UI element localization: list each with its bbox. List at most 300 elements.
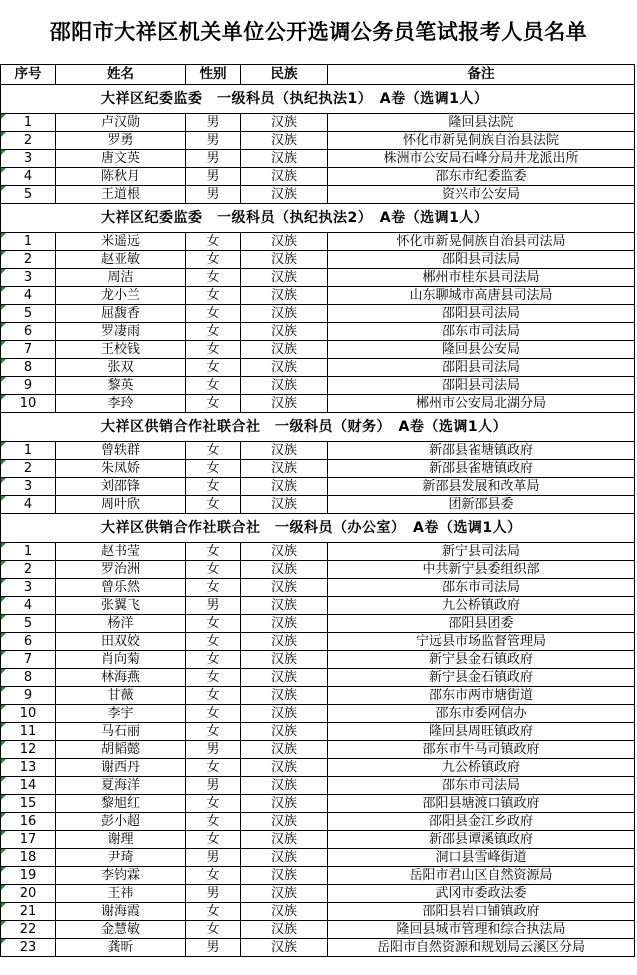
- serial-number: 2: [23, 562, 33, 577]
- name-cell: 黎英: [56, 377, 186, 395]
- serial-number: 14: [19, 778, 37, 793]
- cell-marker-icon: [1, 478, 6, 483]
- ethnicity-cell: 汉族: [241, 579, 328, 597]
- serial-cell: [1, 359, 56, 377]
- ethnicity-cell: 汉族: [241, 759, 328, 777]
- name-cell: 林海燕: [56, 669, 186, 687]
- remarks-cell: 新邵县雀塘镇政府: [328, 460, 635, 478]
- ethnicity-cell: 汉族: [241, 114, 328, 132]
- serial-cell: [1, 287, 56, 305]
- serial-number: 5: [23, 616, 33, 631]
- gender-cell: 男: [186, 132, 241, 150]
- gender-cell: 女: [186, 359, 241, 377]
- name-cell: 李钧霖: [56, 867, 186, 885]
- serial-number: 7: [23, 342, 33, 357]
- name-cell: 李宇: [56, 705, 186, 723]
- table-row: [1, 777, 635, 795]
- serial-number: 18: [19, 850, 37, 865]
- serial-cell: [1, 269, 56, 287]
- ethnicity-cell: 汉族: [241, 478, 328, 496]
- remarks-cell: 邵东市纪委监委: [328, 168, 635, 186]
- ethnicity-cell: 汉族: [241, 233, 328, 251]
- table-row: [1, 341, 635, 359]
- gender-cell: 男: [186, 849, 241, 867]
- serial-number: 10: [19, 396, 37, 411]
- serial-number: 6: [23, 324, 33, 339]
- serial-cell: [1, 705, 56, 723]
- serial-cell: [1, 561, 56, 579]
- table-row: [1, 939, 635, 957]
- name-cell: 胡韬懿: [56, 741, 186, 759]
- cell-marker-icon: [1, 759, 6, 764]
- remarks-cell: 株洲市公安局石峰分局井龙派出所: [328, 150, 635, 168]
- name-cell: 谢理: [56, 831, 186, 849]
- ethnicity-cell: 汉族: [241, 795, 328, 813]
- ethnicity-cell: 汉族: [241, 496, 328, 514]
- gender-cell: 女: [186, 233, 241, 251]
- name-cell: 甘薇: [56, 687, 186, 705]
- remarks-cell: 新邵县发展和改革局: [328, 478, 635, 496]
- serial-number: 22: [19, 922, 37, 937]
- name-cell: 金慧敏: [56, 921, 186, 939]
- gender-cell: 女: [186, 615, 241, 633]
- gender-cell: 男: [186, 114, 241, 132]
- name-cell: 周叶欣: [56, 496, 186, 514]
- remarks-cell: 新邵县雀塘镇政府: [328, 442, 635, 460]
- serial-cell: [1, 496, 56, 514]
- serial-number: 1: [23, 115, 33, 130]
- serial-cell: [1, 687, 56, 705]
- ethnicity-cell: 汉族: [241, 287, 328, 305]
- serial-cell: [1, 903, 56, 921]
- table-row: [1, 579, 635, 597]
- gender-cell: 男: [186, 885, 241, 903]
- ethnicity-cell: 汉族: [241, 359, 328, 377]
- ethnicity-cell: 汉族: [241, 597, 328, 615]
- serial-cell: [1, 460, 56, 478]
- name-cell: 米遥远: [56, 233, 186, 251]
- remarks-cell: 中共新宁县委组织部: [328, 561, 635, 579]
- table-row: [1, 867, 635, 885]
- serial-cell: [1, 150, 56, 168]
- ethnicity-cell: 汉族: [241, 723, 328, 741]
- serial-number: 8: [23, 360, 33, 375]
- remarks-cell: 邵东市两市塘街道: [328, 687, 635, 705]
- name-cell: 赵亚敏: [56, 251, 186, 269]
- gender-cell: 女: [186, 442, 241, 460]
- gender-cell: 男: [186, 777, 241, 795]
- table-row: [1, 442, 635, 460]
- cell-marker-icon: [1, 939, 6, 944]
- remarks-cell: 洞口县雪峰街道: [328, 849, 635, 867]
- name-cell: 田双姣: [56, 633, 186, 651]
- name-cell: 罗勇: [56, 132, 186, 150]
- cell-marker-icon: [1, 921, 6, 926]
- serial-number: 3: [23, 270, 33, 285]
- serial-number: 9: [23, 688, 33, 703]
- section-heading-row: [1, 204, 635, 233]
- serial-number: 10: [19, 706, 37, 721]
- ethnicity-cell: 汉族: [241, 561, 328, 579]
- table-row: [1, 759, 635, 777]
- remarks-cell: 郴州市公安局北湖分局: [328, 395, 635, 413]
- remarks-cell: 岳阳市自然资源和规划局云溪区分局: [328, 939, 635, 957]
- serial-cell: [1, 615, 56, 633]
- table-row: [1, 543, 635, 561]
- table-row: [1, 669, 635, 687]
- table-row: [1, 305, 635, 323]
- ethnicity-cell: 汉族: [241, 377, 328, 395]
- table-row: [1, 323, 635, 341]
- name-cell: 张翼飞: [56, 597, 186, 615]
- cell-marker-icon: [1, 496, 6, 501]
- applicant-table: [0, 64, 635, 957]
- serial-cell: [1, 921, 56, 939]
- name-cell: 杨洋: [56, 615, 186, 633]
- ethnicity-cell: 汉族: [241, 669, 328, 687]
- ethnicity-cell: 汉族: [241, 831, 328, 849]
- cell-marker-icon: [1, 651, 6, 656]
- section-heading: 大祥区纪委监委 一级科员（执纪执法2） A卷（选调1人）: [1, 204, 635, 233]
- serial-number: 16: [19, 814, 37, 829]
- table-row: [1, 478, 635, 496]
- remarks-cell: 隆回县公安局: [328, 341, 635, 359]
- remarks-cell: 怀化市新晃侗族自治县法院: [328, 132, 635, 150]
- ethnicity-cell: 汉族: [241, 341, 328, 359]
- serial-number: 19: [19, 868, 37, 883]
- serial-number: 12: [19, 742, 37, 757]
- name-cell: 李玲: [56, 395, 186, 413]
- serial-cell: [1, 651, 56, 669]
- serial-number: 7: [23, 652, 33, 667]
- cell-marker-icon: [1, 168, 6, 173]
- serial-cell: [1, 759, 56, 777]
- table-row: [1, 287, 635, 305]
- serial-number: 3: [23, 479, 33, 494]
- ethnicity-cell: 汉族: [241, 269, 328, 287]
- cell-marker-icon: [1, 633, 6, 638]
- remarks-cell: 邵阳县金江乡政府: [328, 813, 635, 831]
- table-row: [1, 132, 635, 150]
- serial-number: 4: [23, 169, 33, 184]
- cell-marker-icon: [1, 669, 6, 674]
- remarks-cell: 邵阳县塘渡口镇政府: [328, 795, 635, 813]
- ethnicity-cell: 汉族: [241, 687, 328, 705]
- name-cell: 卢汉勋: [56, 114, 186, 132]
- serial-cell: [1, 168, 56, 186]
- remarks-cell: 团新邵县委: [328, 496, 635, 514]
- header-ethnicity: 民族: [241, 65, 328, 85]
- serial-number: 4: [23, 598, 33, 613]
- serial-cell: [1, 305, 56, 323]
- cell-marker-icon: [1, 132, 6, 137]
- serial-cell: [1, 251, 56, 269]
- name-cell: 夏海洋: [56, 777, 186, 795]
- remarks-cell: 怀化市新晃侗族自治县司法局: [328, 233, 635, 251]
- remarks-cell: 新宁县金石镇政府: [328, 669, 635, 687]
- serial-number: 13: [19, 760, 37, 775]
- gender-cell: 女: [186, 561, 241, 579]
- name-cell: 王道根: [56, 186, 186, 204]
- serial-cell: [1, 442, 56, 460]
- table-row: [1, 597, 635, 615]
- name-cell: 周洁: [56, 269, 186, 287]
- ethnicity-cell: 汉族: [241, 705, 328, 723]
- ethnicity-cell: 汉族: [241, 939, 328, 957]
- gender-cell: 男: [186, 168, 241, 186]
- remarks-cell: 新邵县谭溪镇政府: [328, 831, 635, 849]
- remarks-cell: 新宁县金石镇政府: [328, 651, 635, 669]
- remarks-cell: 邵东市司法局: [328, 579, 635, 597]
- table-row: [1, 233, 635, 251]
- serial-number: 6: [23, 634, 33, 649]
- ethnicity-cell: 汉族: [241, 251, 328, 269]
- remarks-cell: 隆回县周旺镇政府: [328, 723, 635, 741]
- serial-cell: [1, 831, 56, 849]
- name-cell: 龙小兰: [56, 287, 186, 305]
- remarks-cell: 邵阳县司法局: [328, 359, 635, 377]
- serial-cell: [1, 867, 56, 885]
- remarks-cell: 邵东市司法局: [328, 777, 635, 795]
- name-cell: 尹琦: [56, 849, 186, 867]
- name-cell: 马石丽: [56, 723, 186, 741]
- name-cell: 罗凄雨: [56, 323, 186, 341]
- cell-marker-icon: [1, 723, 6, 728]
- gender-cell: 女: [186, 395, 241, 413]
- name-cell: 谢西丹: [56, 759, 186, 777]
- table-row: [1, 251, 635, 269]
- serial-cell: [1, 341, 56, 359]
- name-cell: 张双: [56, 359, 186, 377]
- name-cell: 龚昕: [56, 939, 186, 957]
- name-cell: 罗治洲: [56, 561, 186, 579]
- gender-cell: 女: [186, 251, 241, 269]
- table-row: [1, 269, 635, 287]
- table-row: [1, 813, 635, 831]
- serial-number: 9: [23, 378, 33, 393]
- table-row: [1, 395, 635, 413]
- name-cell: 朱凤娇: [56, 460, 186, 478]
- cell-marker-icon: [1, 831, 6, 836]
- ethnicity-cell: 汉族: [241, 615, 328, 633]
- name-cell: 谢海霞: [56, 903, 186, 921]
- serial-cell: [1, 478, 56, 496]
- cell-marker-icon: [1, 885, 6, 890]
- table-row: [1, 114, 635, 132]
- table-row: [1, 359, 635, 377]
- table-row: [1, 633, 635, 651]
- serial-number: 8: [23, 670, 33, 685]
- serial-cell: [1, 114, 56, 132]
- gender-cell: 女: [186, 651, 241, 669]
- cell-marker-icon: [1, 269, 6, 274]
- serial-number: 17: [19, 832, 37, 847]
- serial-number: 2: [23, 252, 33, 267]
- serial-cell: [1, 377, 56, 395]
- remarks-cell: 岳阳市君山区自然资源局: [328, 867, 635, 885]
- cell-marker-icon: [1, 305, 6, 310]
- cell-marker-icon: [1, 114, 6, 119]
- cell-marker-icon: [1, 615, 6, 620]
- table-row: [1, 615, 635, 633]
- serial-number: 3: [23, 151, 33, 166]
- table-row: [1, 885, 635, 903]
- cell-marker-icon: [1, 813, 6, 818]
- remarks-cell: 邵阳县团委: [328, 615, 635, 633]
- cell-marker-icon: [1, 561, 6, 566]
- gender-cell: 女: [186, 669, 241, 687]
- serial-cell: [1, 132, 56, 150]
- section-heading-row: [1, 85, 635, 114]
- section-heading-row: [1, 413, 635, 442]
- serial-cell: [1, 849, 56, 867]
- remarks-cell: 九公桥镇政府: [328, 597, 635, 615]
- serial-number: 15: [19, 796, 37, 811]
- ethnicity-cell: 汉族: [241, 442, 328, 460]
- table-row: [1, 561, 635, 579]
- serial-number: 2: [23, 461, 33, 476]
- gender-cell: 女: [186, 496, 241, 514]
- name-cell: 肖向菊: [56, 651, 186, 669]
- serial-number: 1: [23, 234, 33, 249]
- cell-marker-icon: [1, 186, 6, 191]
- table-row: [1, 186, 635, 204]
- cell-marker-icon: [1, 741, 6, 746]
- cell-marker-icon: [1, 323, 6, 328]
- table-row: [1, 741, 635, 759]
- name-cell: 彭小超: [56, 813, 186, 831]
- gender-cell: 女: [186, 705, 241, 723]
- name-cell: 曾轶群: [56, 442, 186, 460]
- cell-marker-icon: [1, 903, 6, 908]
- remarks-cell: 资兴市公安局: [328, 186, 635, 204]
- gender-cell: 女: [186, 305, 241, 323]
- cell-marker-icon: [1, 597, 6, 602]
- name-cell: 陈秋月: [56, 168, 186, 186]
- cell-marker-icon: [1, 442, 6, 447]
- ethnicity-cell: 汉族: [241, 867, 328, 885]
- ethnicity-cell: 汉族: [241, 132, 328, 150]
- remarks-cell: 邵阳县司法局: [328, 305, 635, 323]
- gender-cell: 男: [186, 939, 241, 957]
- table-row: [1, 460, 635, 478]
- gender-cell: 女: [186, 341, 241, 359]
- gender-cell: 女: [186, 723, 241, 741]
- gender-cell: 男: [186, 150, 241, 168]
- section-heading: 大祥区供销合作社联合社 一级科员（财务） A卷（选调1人）: [1, 413, 635, 442]
- cell-marker-icon: [1, 705, 6, 710]
- name-cell: 王校钱: [56, 341, 186, 359]
- gender-cell: 男: [186, 741, 241, 759]
- serial-cell: [1, 939, 56, 957]
- serial-number: 1: [23, 443, 33, 458]
- ethnicity-cell: 汉族: [241, 460, 328, 478]
- remarks-cell: 郴州市桂东县司法局: [328, 269, 635, 287]
- gender-cell: 女: [186, 478, 241, 496]
- gender-cell: 女: [186, 377, 241, 395]
- table-row: [1, 921, 635, 939]
- header-remarks: 备注: [328, 65, 635, 85]
- serial-number: 3: [23, 580, 33, 595]
- ethnicity-cell: 汉族: [241, 849, 328, 867]
- serial-cell: [1, 323, 56, 341]
- gender-cell: 女: [186, 687, 241, 705]
- serial-cell: [1, 669, 56, 687]
- cell-marker-icon: [1, 867, 6, 872]
- table-row: [1, 377, 635, 395]
- header-serial: 序号: [1, 65, 56, 85]
- remarks-cell: 隆回县法院: [328, 114, 635, 132]
- gender-cell: 女: [186, 759, 241, 777]
- serial-number: 4: [23, 288, 33, 303]
- remarks-cell: 邵东市牛马司镇政府: [328, 741, 635, 759]
- remarks-cell: 邵阳县司法局: [328, 251, 635, 269]
- ethnicity-cell: 汉族: [241, 903, 328, 921]
- cell-marker-icon: [1, 543, 6, 548]
- remarks-cell: 邵阳县司法局: [328, 377, 635, 395]
- ethnicity-cell: 汉族: [241, 777, 328, 795]
- serial-number: 1: [23, 544, 33, 559]
- serial-cell: [1, 723, 56, 741]
- table-row: [1, 150, 635, 168]
- name-cell: 唐文英: [56, 150, 186, 168]
- gender-cell: 男: [186, 597, 241, 615]
- serial-number: 11: [19, 724, 37, 739]
- ethnicity-cell: 汉族: [241, 651, 328, 669]
- header-name: 姓名: [56, 65, 186, 85]
- cell-marker-icon: [1, 849, 6, 854]
- gender-cell: 女: [186, 323, 241, 341]
- ethnicity-cell: 汉族: [241, 395, 328, 413]
- ethnicity-cell: 汉族: [241, 813, 328, 831]
- serial-cell: [1, 233, 56, 251]
- serial-cell: [1, 395, 56, 413]
- name-cell: 赵书莹: [56, 543, 186, 561]
- table-row: [1, 831, 635, 849]
- serial-number: 21: [19, 904, 37, 919]
- serial-cell: [1, 813, 56, 831]
- section-heading: 大祥区纪委监委 一级科员（执纪执法1） A卷（选调1人）: [1, 85, 635, 114]
- serial-cell: [1, 597, 56, 615]
- name-cell: 屈馥香: [56, 305, 186, 323]
- ethnicity-cell: 汉族: [241, 168, 328, 186]
- gender-cell: 女: [186, 813, 241, 831]
- remarks-cell: 新宁县司法局: [328, 543, 635, 561]
- serial-cell: [1, 741, 56, 759]
- ethnicity-cell: 汉族: [241, 150, 328, 168]
- table-row: [1, 168, 635, 186]
- serial-cell: [1, 579, 56, 597]
- cell-marker-icon: [1, 460, 6, 465]
- remarks-cell: 邵东市司法局: [328, 323, 635, 341]
- section-heading-row: [1, 514, 635, 543]
- ethnicity-cell: 汉族: [241, 186, 328, 204]
- table-header-row: [1, 65, 635, 85]
- table-row: [1, 795, 635, 813]
- gender-cell: 女: [186, 287, 241, 305]
- gender-cell: 女: [186, 831, 241, 849]
- remarks-cell: 邵阳县岩口铺镇政府: [328, 903, 635, 921]
- name-cell: 刘邵锋: [56, 478, 186, 496]
- serial-cell: [1, 633, 56, 651]
- cell-marker-icon: [1, 251, 6, 256]
- cell-marker-icon: [1, 287, 6, 292]
- section-heading: 大祥区供销合作社联合社 一级科员（办公室） A卷（选调1人）: [1, 514, 635, 543]
- serial-cell: [1, 777, 56, 795]
- ethnicity-cell: 汉族: [241, 543, 328, 561]
- serial-cell: [1, 885, 56, 903]
- serial-cell: [1, 795, 56, 813]
